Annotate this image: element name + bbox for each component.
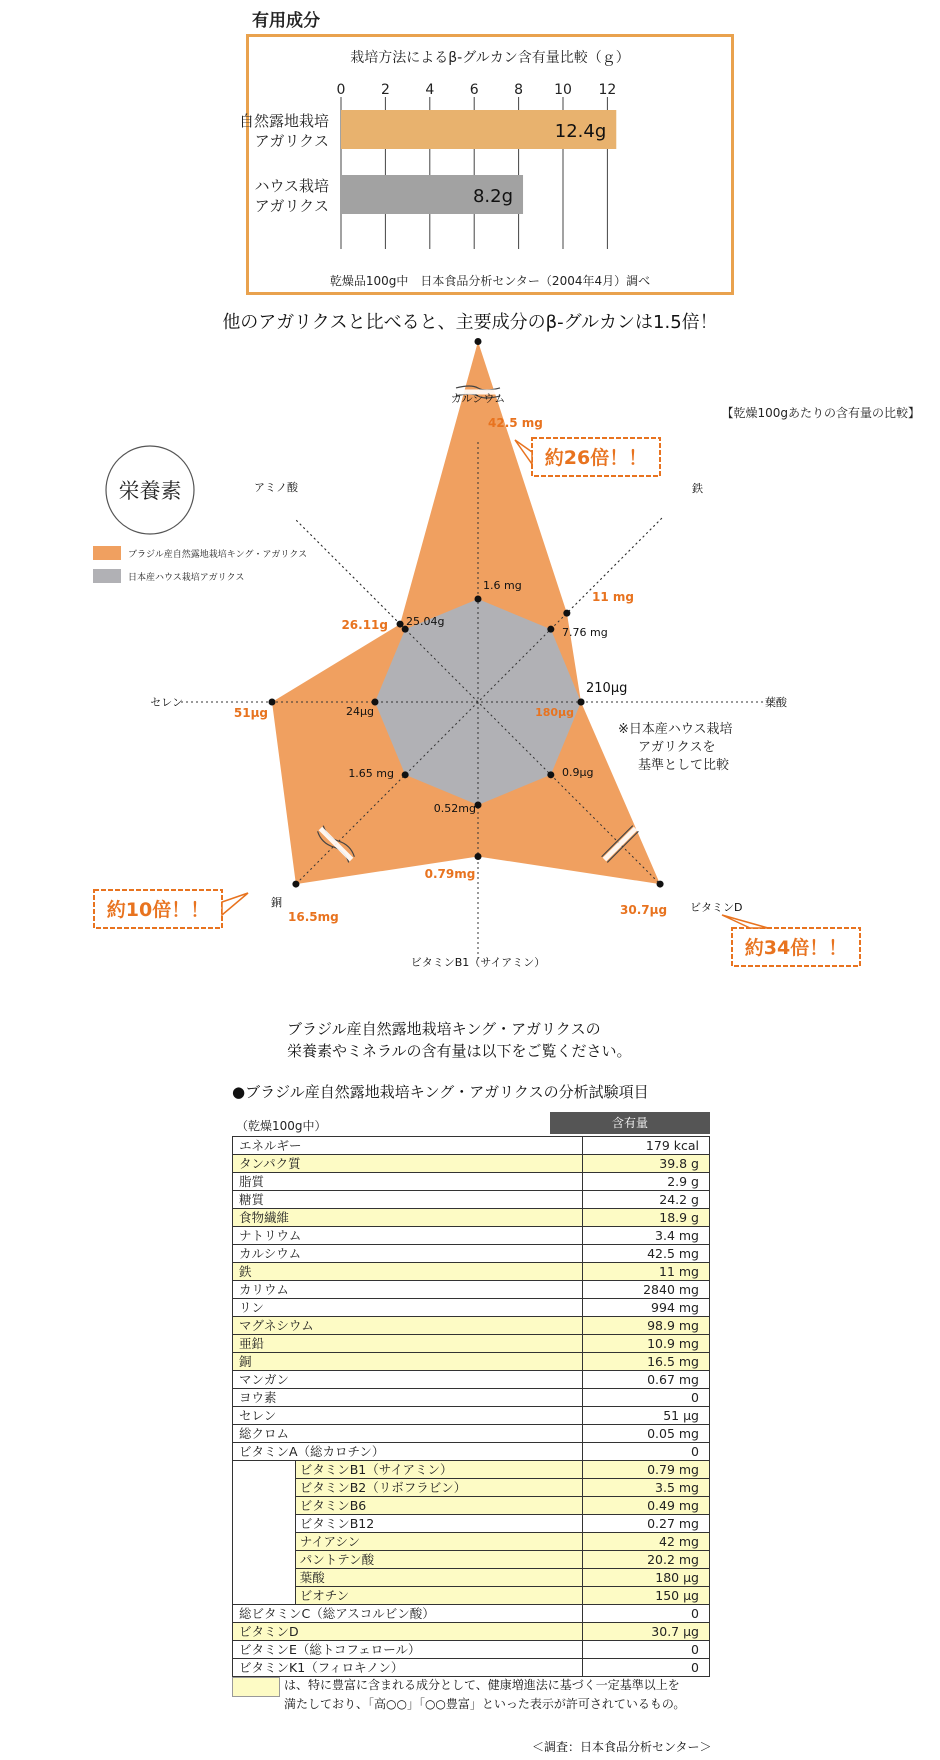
bar-tick-label: 10 [554, 82, 572, 98]
table-row [233, 1155, 710, 1173]
table-row [233, 1209, 710, 1227]
nutrient-value: 0.49 mg [582, 1497, 709, 1515]
radar-point-house [547, 626, 554, 633]
bar-data-label: 12.4g [554, 121, 607, 142]
nutrient-name: セレン [233, 1407, 583, 1425]
radar-value-house: 0.9μg [562, 766, 594, 779]
table-intro [287, 1018, 632, 1062]
nutrient-value: 150 μg [582, 1587, 709, 1605]
nutrient-name: リン [233, 1299, 583, 1317]
table-row [233, 1407, 710, 1425]
nutrient-value: 0 [582, 1659, 709, 1677]
indent-cell [233, 1533, 296, 1551]
nutrient-name: カリウム [233, 1281, 583, 1299]
table-row [233, 1605, 710, 1623]
radar-axis-label: 葉酸 [765, 696, 787, 709]
highlight-legend-text [284, 1676, 724, 1714]
content-column-header: 含有量 [550, 1112, 710, 1134]
radar-value-house: 180μg [535, 706, 574, 719]
bar-data-label: 8.2g [472, 186, 514, 207]
nutrient-name: 亜鉛 [233, 1335, 583, 1353]
radar-value-wild: 51μg [233, 706, 268, 720]
radar-point-wild [475, 853, 482, 860]
indent-cell [233, 1587, 296, 1605]
nutrient-value: 0 [582, 1389, 709, 1407]
radar-axis-label: ビタミンB1（サイアミン） [410, 956, 546, 969]
nutrient-value: 0 [582, 1605, 709, 1623]
radar-point-wild [269, 699, 276, 706]
highlight-legend-swatch [232, 1677, 280, 1697]
bar-chart-title: 栽培方法によるβ-グルカン含有量比較（ｇ） [350, 50, 630, 66]
radar-value-wild: 11 mg [592, 590, 634, 604]
nutrient-value: 42 mg [582, 1533, 709, 1551]
nutrient-value: 3.5 mg [582, 1479, 709, 1497]
radar-point-house [402, 771, 409, 778]
nutrient-name: ビタミンB2（リボフラビン） [295, 1479, 582, 1497]
bar-category-label: アガリクス [254, 132, 329, 150]
legend-line-2: 満たしており、「高○○」「○○豊富」といった表示が許可されているもの。 [284, 1697, 686, 1711]
radar-axis-label: アミノ酸 [254, 481, 298, 494]
nutrient-name: 鉄 [233, 1263, 583, 1281]
table-unit-note: （乾燥100g中） [236, 1119, 327, 1133]
nutrient-name: パントテン酸 [295, 1551, 582, 1569]
nutrient-name: エネルギー [233, 1137, 583, 1155]
table-row [233, 1227, 710, 1245]
nutrient-value: 16.5 mg [582, 1353, 709, 1371]
nutrient-value: 2840 mg [582, 1281, 709, 1299]
table-row [233, 1443, 710, 1461]
table-row [233, 1641, 710, 1659]
nutrient-name: 銅 [233, 1353, 583, 1371]
callout-tail [722, 915, 768, 928]
beta-glucan-bar-chart [238, 37, 731, 292]
nutrient-name: マンガン [233, 1371, 583, 1389]
radar-point-wild [563, 610, 570, 617]
nutrient-name: マグネシウム [233, 1317, 583, 1335]
nutrient-value: 18.9 g [582, 1209, 709, 1227]
nutrient-value: 10.9 mg [582, 1335, 709, 1353]
legend-label-house: 日本産ハウス栽培アガリクス [128, 573, 245, 583]
table-row [233, 1551, 710, 1569]
table-row [233, 1263, 710, 1281]
bar-chart-footnote: 乾燥品100g中 日本食品分析センター（2004年4月）調べ [329, 274, 651, 288]
bar-category-label: ハウス栽培 [254, 177, 329, 195]
nutrient-value: 0.27 mg [582, 1515, 709, 1533]
nutrient-name: 糖質 [233, 1191, 583, 1209]
radar-value-wild: 30.7μg [620, 903, 668, 917]
callout-tail [515, 440, 532, 464]
table-row [233, 1425, 710, 1443]
nutrient-value: 3.4 mg [582, 1227, 709, 1245]
nutrient-value: 98.9 mg [582, 1317, 709, 1335]
indent-cell [233, 1515, 296, 1533]
table-row [233, 1515, 710, 1533]
table-row [233, 1353, 710, 1371]
nutrient-value: 0 [582, 1443, 709, 1461]
radar-point-wild [292, 881, 299, 888]
nutrient-name: 食物繊維 [233, 1209, 583, 1227]
radar-value-house: 24μg [346, 705, 374, 718]
radar-value-wild: 210μg [586, 681, 628, 696]
legend-swatch-house [93, 569, 121, 583]
table-row [233, 1245, 710, 1263]
legend-label-wild: ブラジル産自然露地栽培キング・アガリクス [128, 550, 308, 560]
radar-point-house [547, 771, 554, 778]
callout-tail [222, 893, 248, 915]
nutrient-analysis-table [232, 1136, 710, 1677]
callout-text: 約10倍！！ [106, 899, 210, 921]
radar-value-house: 25.04g [406, 615, 445, 628]
nutrient-value: 51 μg [582, 1407, 709, 1425]
nutrient-name: 総ビタミンC（総アスコルビン酸） [233, 1605, 583, 1623]
table-row [233, 1137, 710, 1155]
nutrient-name: ビタミンA（総カロチン） [233, 1443, 583, 1461]
table-row [233, 1461, 710, 1479]
nutrient-value: 0.79 mg [582, 1461, 709, 1479]
radar-point-house [475, 596, 482, 603]
nutrient-value: 0 [582, 1641, 709, 1659]
table-row [233, 1389, 710, 1407]
source-note: ＜調査：日本食品分析センター＞ [532, 1740, 712, 1754]
bar-category-label: アガリクス [254, 197, 329, 215]
bar-tick-label: 6 [469, 82, 479, 98]
intro-line-1: ブラジル産自然露地栽培キング・アガリクスの [287, 1020, 601, 1038]
indent-cell [233, 1569, 296, 1587]
nutrient-name: ビタミンK1（フィロキノン） [233, 1659, 583, 1677]
analysis-table-title: ●ブラジル産自然露地栽培キング・アガリクスの分析試験項目 [232, 1083, 649, 1101]
nutrient-value: 39.8 g [582, 1155, 709, 1173]
nutrient-value: 994 mg [582, 1299, 709, 1317]
radar-value-wild: 0.79mg [424, 867, 476, 881]
legend-line-1: は、特に豊富に含まれる成分として、健康増進法に基づく一定基準以上を [284, 1678, 680, 1692]
radar-value-wild: 42.5 mg [488, 416, 543, 430]
nutrient-name: ナトリウム [233, 1227, 583, 1245]
nutrient-name: ビタミンD [233, 1623, 583, 1641]
radar-value-wild: 16.5mg [288, 910, 339, 924]
radar-value-house: 1.65 mg [348, 767, 394, 780]
indent-cell [233, 1479, 296, 1497]
nutrient-value: 11 mg [582, 1263, 709, 1281]
indent-cell [233, 1461, 296, 1479]
radar-axis-label: ビタミンD [690, 901, 743, 914]
nutrient-value: 179 kcal [582, 1137, 709, 1155]
nutrient-value: 24.2 g [582, 1191, 709, 1209]
radar-side-note: アガリクスを [638, 740, 716, 755]
radar-value-house: 7.76 mg [562, 626, 608, 639]
nutrient-radar-chart [0, 380, 940, 980]
table-row [233, 1479, 710, 1497]
table-row [233, 1281, 710, 1299]
table-row [233, 1371, 710, 1389]
table-row [233, 1335, 710, 1353]
nutrient-name: 脂質 [233, 1173, 583, 1191]
radar-side-note: 基準として比較 [638, 758, 730, 773]
radar-point-wild [397, 621, 404, 628]
radar-value-house: 0.52mg [433, 802, 476, 815]
bar-tick-label: 12 [598, 82, 617, 98]
legend-swatch-wild [93, 546, 121, 560]
nutrient-name: ビタミンE（総トコフェロール） [233, 1641, 583, 1659]
nutrient-name: タンパク質 [233, 1155, 583, 1173]
nutrient-name: ビタミンB12 [295, 1515, 582, 1533]
indent-cell [233, 1551, 296, 1569]
radar-point-wild [657, 881, 664, 888]
bar-category-label: 自然露地栽培 [238, 112, 329, 130]
nutrient-name: 葉酸 [295, 1569, 582, 1587]
nutrient-name: カルシウム [233, 1245, 583, 1263]
nutrient-name: 総クロム [233, 1425, 583, 1443]
nutrient-value: 0.05 mg [582, 1425, 709, 1443]
nutrient-name: ビオチン [295, 1587, 582, 1605]
nutrient-value: 0.67 mg [582, 1371, 709, 1389]
table-row [233, 1533, 710, 1551]
indent-cell [233, 1497, 296, 1515]
radar-side-note: ※日本産ハウス栽培 [618, 722, 733, 737]
nutrient-value: 30.7 μg [582, 1623, 709, 1641]
radar-axis-label: セレン [150, 696, 183, 709]
table-row [233, 1497, 710, 1515]
nutrient-value: 20.2 mg [582, 1551, 709, 1569]
nutrient-value: 42.5 mg [582, 1245, 709, 1263]
table-row [233, 1659, 710, 1677]
table-row [233, 1587, 710, 1605]
radar-point-house [578, 699, 585, 706]
beta-glucan-headline: 他のアガリクスと比べると、主要成分のβ-グルカンは1.5倍！ [222, 312, 718, 333]
nutrient-name: ヨウ素 [233, 1389, 583, 1407]
callout-text: 約34倍！！ [744, 937, 848, 959]
callout-text: 約26倍！！ [544, 447, 648, 469]
radar-axis-label: カルシウム [450, 392, 506, 405]
radar-axis-label: 鉄 [692, 482, 703, 495]
nutrient-value: 2.9 g [582, 1173, 709, 1191]
radar-note: 【乾燥100gあたりの含有量の比較】 [721, 406, 920, 420]
radar-value-wild: 26.11g [341, 618, 388, 632]
beta-glucan-chart-frame [238, 34, 734, 295]
radar-axis-label: 銅 [271, 896, 282, 909]
radar-value-house: 1.6 mg [483, 579, 522, 592]
radar-title: 栄養素 [118, 479, 182, 503]
bar-tick-label: 2 [380, 82, 390, 98]
bar-tick-label: 8 [514, 82, 524, 98]
table-row [233, 1569, 710, 1587]
radar-point-wild [475, 338, 482, 345]
bar-tick-label: 4 [425, 82, 435, 98]
nutrient-name: ナイアシン [295, 1533, 582, 1551]
nutrient-name: ビタミンB6 [295, 1497, 582, 1515]
table-row [233, 1317, 710, 1335]
section-title-useful-components: 有用成分 [252, 11, 320, 31]
table-row [233, 1191, 710, 1209]
intro-line-2: 栄養素やミネラルの含有量は以下をご覧ください。 [287, 1042, 632, 1060]
nutrient-name: ビタミンB1（サイアミン） [295, 1461, 582, 1479]
nutrient-value: 180 μg [582, 1569, 709, 1587]
table-row [233, 1173, 710, 1191]
table-row [233, 1299, 710, 1317]
table-row [233, 1623, 710, 1641]
bar-tick-label: 0 [336, 82, 346, 98]
